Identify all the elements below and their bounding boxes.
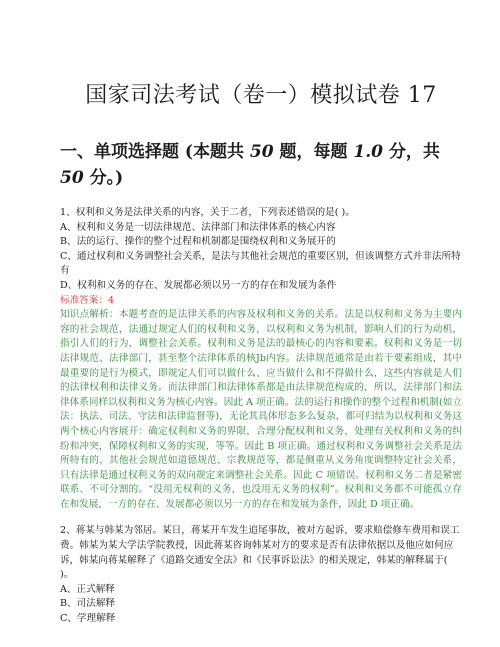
question-stem: 1、权利和义务是法律关系的内容，关于二者，下列表述错误的是( )。 [60,207,355,218]
option-b: B、司法解释 [60,598,116,610]
question-2 [60,524,462,626]
section-heading: 一、单项选择题 (本题共 50 题，每题 1.0 分，共 50 分。) [60,142,440,188]
option-c: C、通过权利和义务调整社会关系，是法与其他社会规范的重要区别，但该调整方式并非法所特有 [60,250,461,277]
page-title: 国家司法考试（卷一）模拟试卷 17 [85,83,437,108]
standard-answer: 标准答案：4 [60,294,115,306]
answer-analysis: 知识点解析：本题考查的是法律关系的内容及权利和义务的关系。法是以权利和义务为主要内容的社会规范，法通过规定人们的权利和义务，以权利和义务为机制，影响人们的行为动机，指引人们的行为，调整社会关系。权利和义务是法的最核心的内容和要素。权利和义务是一切法律规范、法律部门，甚至整个法律体系的核Jb内容。法律规范通常是由若干要素组成，其中最重要的是行为模式，即规定人们可以做什么、应当做什么和不得做什么，这些内容就是人们的法律权利和法律义务。而法律部门和法律体系都是由法律规范构成的，所以，法律部门和法律体系同样以权利和义务为核心内容。因此 A 项正确。法的运行和操作的整个过程和机制(如立法：执法、司法、守法和法律监督等)，无论其具体形态多么复杂，都可归结为以权利和义务这两个核心内容展开：确定权利和义务的界限，合理分配权利和义务，处理有关权利和义务的纠纷和冲突，保障权利和义务的实现，等等。因此 B 项正确。通过权利和义务调整社会关系是法所特有的，其他社会规范如道德规范、宗教规范等，都是侧重从义务角度调整特定社会关系，只有法律是通过权利义务的双向规定来调整社会关系。因此 C 项错误。权利和义务二者是紧密联系、不可分割的。“没用无权利的义务，也没用无义务的权利”。权利和义务都不可能孤立存在和发展，一方的存在、发展都必须以另一方的存在和发展为条件，因此 D 项正确。 [60,309,462,510]
option-c: C、学理解释 [60,613,116,625]
option-b: B、法的运行、操作的整个过程和机制都是围绕权利和义务展开的 [60,236,336,248]
question-stem: 2、蒋某与韩某为邻居。某日，蒋某开车发生追尾事故，被对方起诉，要求赔偿修车费用和误工费。韩某为某大学法学院教授，因此蒋某咨询韩某对方的要求是否有法律依据以及他应如何应诉，韩某向蒋某解释了《道路交通安全法》和《民事诉讼法》的相关规定，韩某的解释属于( )。 [60,525,460,581]
option-a: A、正式解释 [60,583,115,595]
option-a: A、权利和义务是一切法律规范、法律部门和法律体系的核心内容 [60,221,336,233]
option-d: D、权利和义务的存在、发展都必须以另一方的存在和发展为条件 [60,279,337,291]
question-1 [60,206,462,512]
